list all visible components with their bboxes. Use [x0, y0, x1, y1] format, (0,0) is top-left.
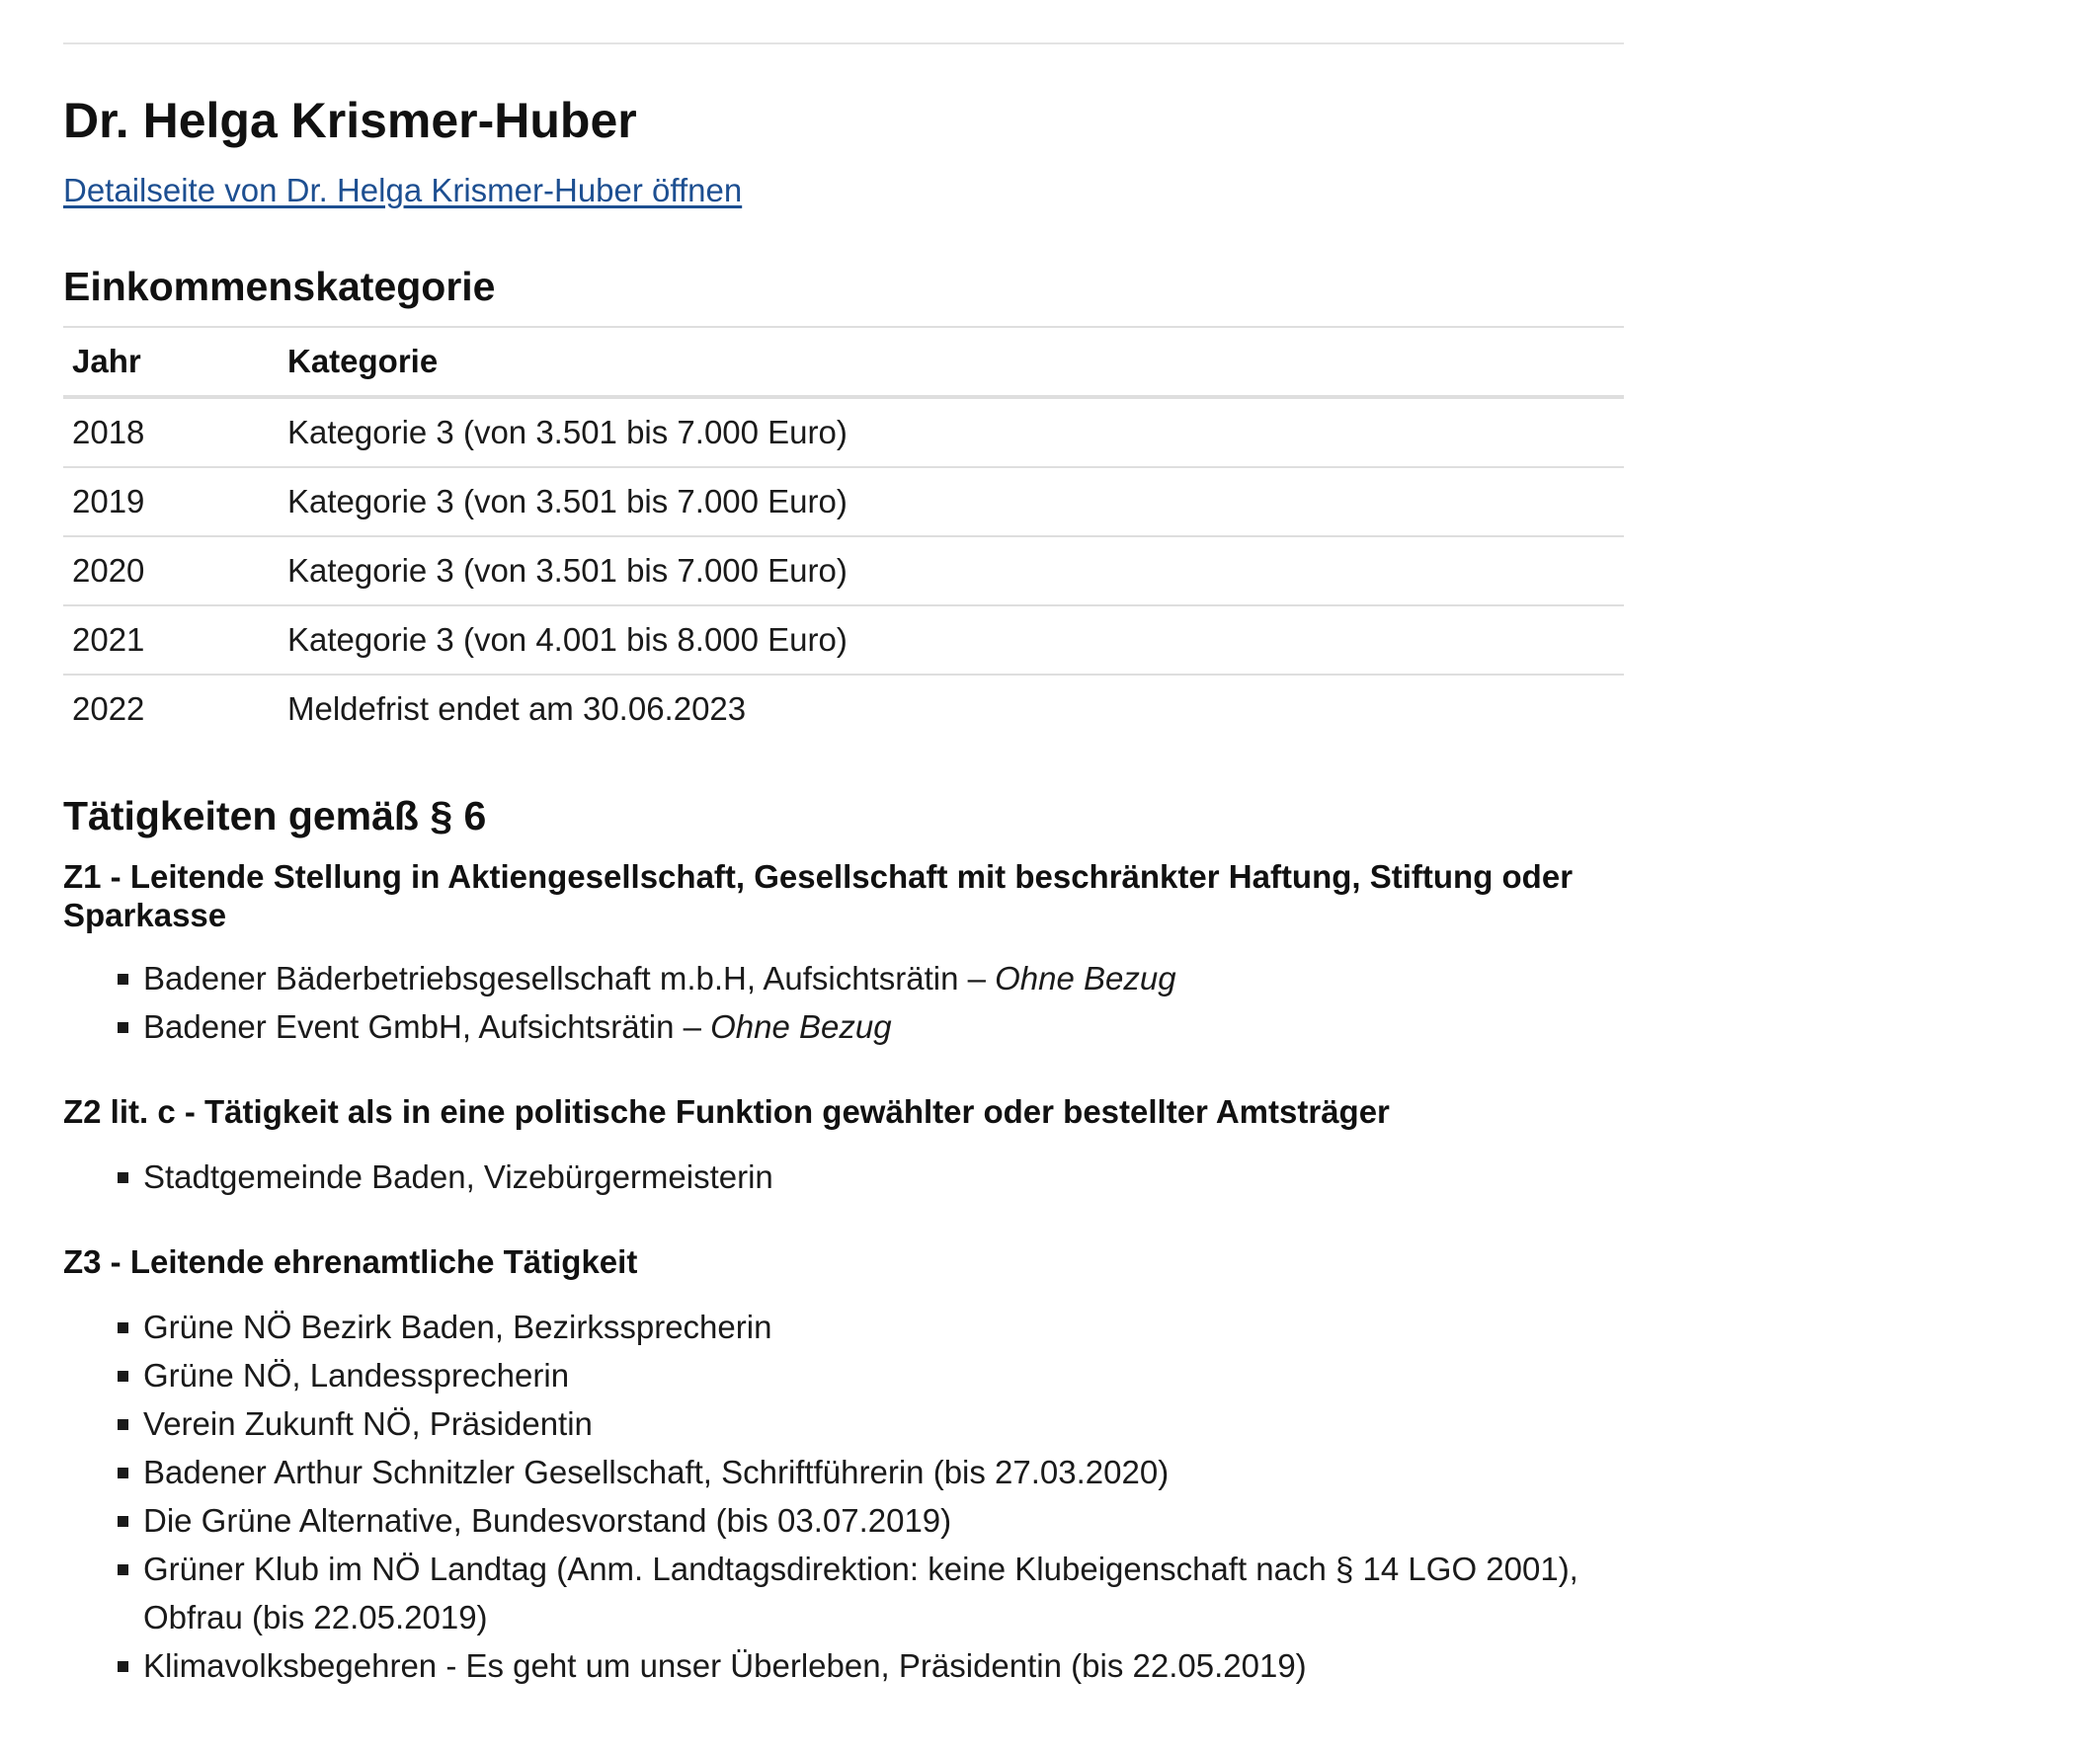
list-item [63, 1153, 1604, 1201]
year-cell: 2018 [63, 397, 279, 467]
activity-section-title: Z3 - Leitende ehrenamtliche Tätigkeit [63, 1243, 638, 1280]
list-item [63, 1448, 1604, 1496]
year-cell: 2019 [63, 467, 279, 536]
year-cell: 2021 [63, 605, 279, 675]
table-row [63, 675, 1624, 743]
list-item [63, 1641, 1604, 1690]
list-item [63, 1303, 1604, 1351]
activity-section-title: Z2 lit. c - Tätigkeit als in eine politische Funktion gewählter oder bestellter Amtsträger [63, 1093, 1390, 1130]
activity-list [63, 1303, 1624, 1690]
activity-text: Verein Zukunft NÖ, Präsidentin [143, 1405, 593, 1442]
category-cell: Kategorie 3 (von 3.501 bis 7.000 Euro) [279, 467, 1624, 536]
year-cell: 2020 [63, 536, 279, 605]
income-category-table [63, 326, 1624, 743]
column-header-year: Jahr [63, 327, 279, 397]
list-item [63, 1351, 1604, 1399]
activities-heading: Tätigkeiten gemäß § 6 [63, 793, 487, 838]
activity-text: Badener Bäderbetriebsgesellschaft m.b.H, Aufsichtsrätin – [143, 960, 996, 997]
table-row [63, 397, 1624, 467]
activity-remark: Ohne Bezug [995, 960, 1176, 997]
column-header-category: Kategorie [279, 327, 1624, 397]
activity-text: Stadtgemeinde Baden, Vizebürgermeisterin [143, 1158, 773, 1195]
list-item [63, 954, 1604, 1002]
list-item [63, 1545, 1604, 1641]
activity-list [63, 1153, 1624, 1201]
income-category-heading: Einkommenskategorie [63, 264, 496, 309]
activity-text: Grüner Klub im NÖ Landtag (Anm. Landtagsdirektion: keine Klubeigenschaft nach § 14 LGO 2001), Obfrau (bis 22.05.2019) [143, 1551, 1578, 1635]
activity-list [63, 954, 1624, 1051]
person-name: Dr. Helga Krismer-Huber [63, 93, 637, 148]
category-cell: Kategorie 3 (von 4.001 bis 8.000 Euro) [279, 605, 1624, 675]
list-item [63, 1399, 1604, 1448]
activity-section-title: Z1 - Leitende Stellung in Aktiengesellschaft, Gesellschaft mit beschränkter Haftung, Stiftung oder Sparkasse [63, 858, 1574, 933]
category-cell: Meldefrist endet am 30.06.2023 [287, 690, 747, 727]
detail-page-link[interactable]: Detailseite von Dr. Helga Krismer-Huber öffnen [63, 172, 743, 208]
category-cell: Kategorie 3 (von 3.501 bis 7.000 Euro) [279, 397, 1624, 467]
activity-text: Badener Event GmbH, Aufsichtsrätin – [143, 1008, 711, 1045]
year-cell: 2022 [72, 690, 145, 727]
activity-section-z1 [63, 857, 1624, 1051]
activity-text: Klimavolksbegehren - Es geht um unser Überleben, Präsidentin (bis 22.05.2019) [143, 1647, 1307, 1684]
activity-text: Grüne NÖ Bezirk Baden, Bezirkssprecherin [143, 1309, 772, 1345]
activity-text: Badener Arthur Schnitzler Gesellschaft, Schriftführerin (bis 27.03.2020) [143, 1454, 1170, 1490]
activity-remark: Ohne Bezug [710, 1008, 892, 1045]
top-divider [63, 42, 1624, 44]
activity-text: Die Grüne Alternative, Bundesvorstand (bis 03.07.2019) [143, 1502, 952, 1539]
table-row [63, 605, 1624, 675]
list-item [63, 1496, 1604, 1545]
table-row [63, 536, 1624, 605]
table-row [63, 467, 1624, 536]
activity-text: Grüne NÖ, Landessprecherin [143, 1357, 570, 1394]
category-cell: Kategorie 3 (von 3.501 bis 7.000 Euro) [279, 536, 1624, 605]
list-item [63, 1002, 1604, 1051]
table-header-row [63, 327, 1624, 397]
activity-section-z3 [63, 1242, 1624, 1690]
activity-section-z2 [63, 1092, 1624, 1201]
